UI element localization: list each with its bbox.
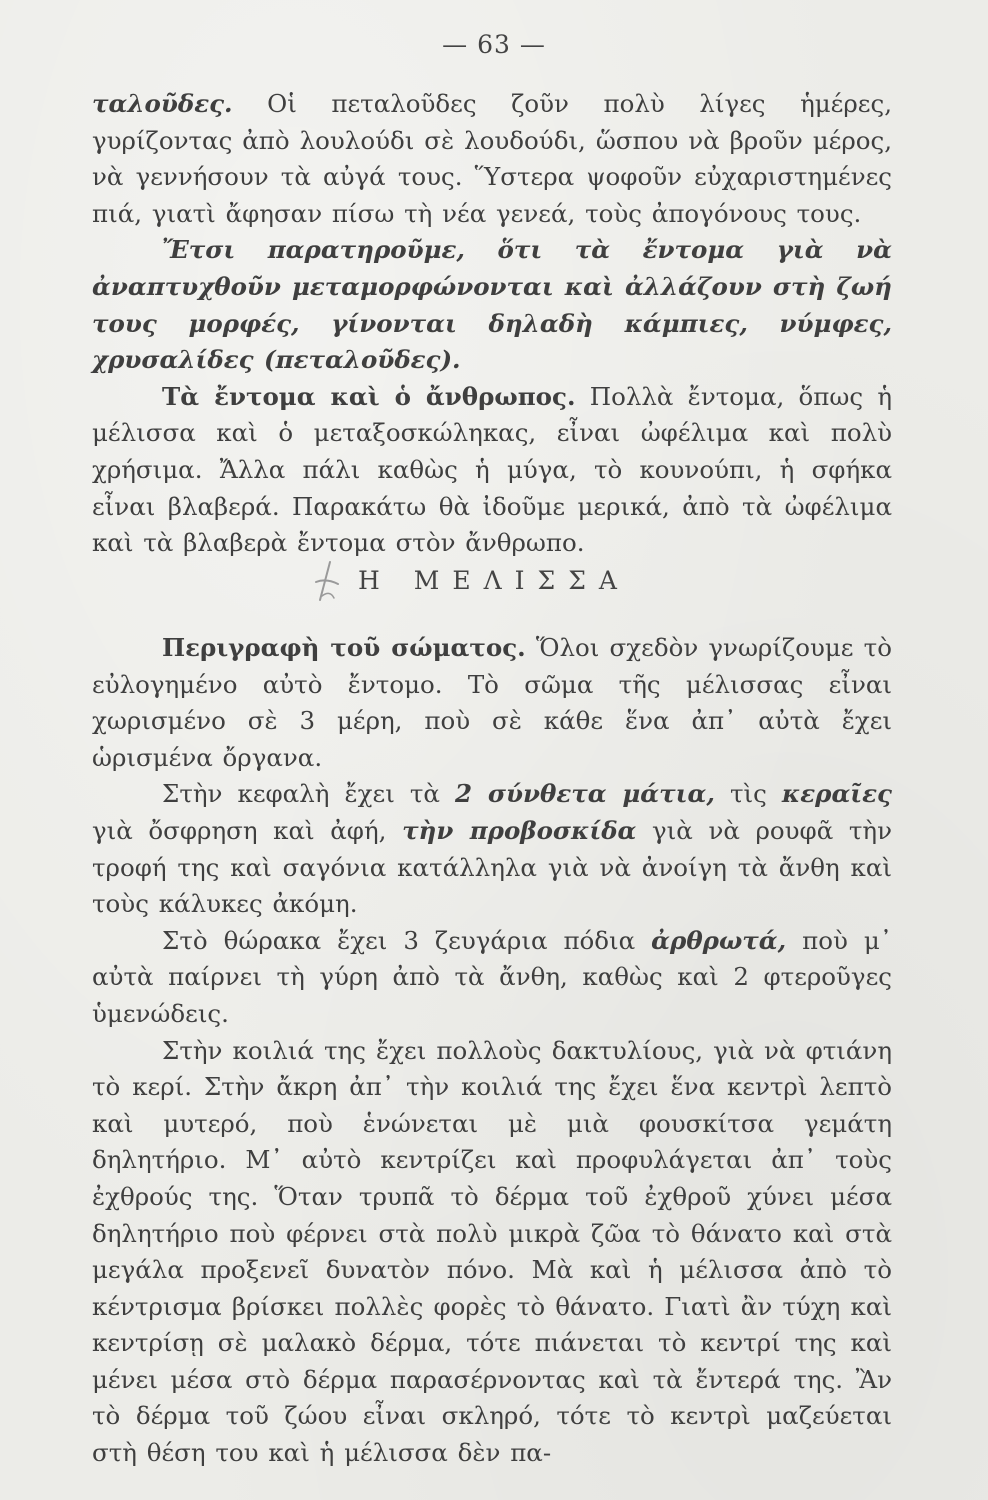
insects-and-man-paragraph	[92, 379, 892, 562]
page-number: — 63 —	[442, 30, 546, 59]
intro-text	[92, 86, 892, 562]
intro-emphasis: Ἔτσι παρατηροῦμε, ὅτι τὰ ἔντομα γιὰ νὰ ἀναπτυχθοῦν μεταμορφώνονται καὶ ἀλλάζουν στὴ ζωή τους μορφές, γίνονται δηλαδὴ κάμπιες, νύμφες, χρυσαλίδες (πεταλοῦδες).	[92, 235, 892, 375]
body-text-3c: ποὺ μ᾿ αὐτὰ παίρνει τὴ γύρη ἀπὸ τὰ ἄνθη, καθὼς καὶ 2 φτεροῦγες ὑμενώδεις.	[92, 925, 892, 1028]
body-paragraph-3	[92, 923, 892, 1033]
body-text-2e: γιὰ ὄσφρηση καὶ ἀφή,	[92, 815, 403, 845]
body-text-3a: Στὸ θώρακα ἔχει 3 ζευγάρια πόδια	[162, 925, 652, 955]
body-text-2g: γιὰ νὰ ρουφᾶ τὴν τροφή της καὶ σαγόνια κατάλληλα γιὰ νὰ ἀνοίγη τὰ ἄνθη καὶ τοὺς κάλυκες ἀκόμη.	[92, 815, 893, 919]
body-paragraph-2	[92, 776, 892, 922]
body-text-1: Ὅλοι σχεδὸν γνωρίζουμε τὸ εὐλογημένο αὐτὸ ἔντομο. Τὸ σῶμα τῆς μέλισσας εἶναι χωρισμένο σὲ 3 μέρη, ποὺ σὲ κάθε ἕνα ἀπ᾿ αὐτὰ ἔχει ὡρισμένα ὄργανα.	[92, 633, 892, 772]
body-term-jointed: ἀρθρωτά,	[651, 925, 787, 955]
intro-lead: ταλοῦδες.	[92, 89, 233, 118]
body-subhead: Περιγραφὴ τοῦ σώματος.	[162, 633, 526, 662]
body-paragraph-1	[92, 630, 892, 776]
body-term-proboscis: τὴν προβοσκίδα	[402, 815, 637, 845]
body-paragraph-4: Στὴν κοιλιά της ἔχει πολλοὺς δακτυλίους, γιὰ νὰ φτιάνη τὸ κερί. Στὴν ἄκρη ἀπ᾿ τὴν κοιλιά της ἔχει ἕνα κεντρὶ λεπτὸ καὶ μυτερό, ποὺ ἑνώνεται μὲ μιὰ φουσκίτσα γεμάτη δηλητήριο. Μ᾿ αὐτὸ κεντρίζει καὶ προφυλάγεται ἀπ᾿ τοὺς ἐχθρούς της. Ὅταν τρυπᾶ τὸ δέρμα τοῦ ἐχθροῦ χύνει μέσα δηλητήριο ποὺ φέρνει στὰ πολὺ μικρὰ ζῶα τὸ θάνατο καὶ στὰ μεγάλα προξενεῖ δυνατὸν πόνο. Μὰ καὶ ἡ μέλισσα ἀπὸ τὸ κέντρισμα βρίσκει πολλὲς φορὲς τὸ θάνατο. Γιατὶ ἂν τύχη καὶ κεντρίσῃ σὲ μαλακὸ δέρμα, τότε πιάνεται τὸ κεντρί της καὶ μένει μέσα στὸ δέρμα παρασέρνοντας καὶ τὰ ἔντερά της. Ἂν τὸ δέρμα τοῦ ζώου εἶναι σκληρό, τότε τὸ κεντρὶ μαζεύεται στὴ θέση του καὶ ἡ μέλισσα δὲν πα-	[92, 1035, 892, 1468]
insects-and-man-subhead: Τὰ ἔντομα καὶ ὁ ἄνθρωπος.	[162, 381, 576, 411]
body-text-2c: τὶς	[714, 779, 782, 809]
section-title: Η ΜΕΛΙΣΣΑ	[358, 566, 630, 595]
intro-text-1: Οἱ πεταλοῦδες ζοῦν πολὺ λίγες ἡμέρες, γυρίζοντας ἀπὸ λουλούδι σὲ λουδούδι, ὥσπου νὰ βροῦν μέρος, νὰ γεννήσουν τὰ αὐγά τους. Ὕστερα ψοφοῦν εὐχαριστημένες πιά, γιατὶ ἄφησαν πίσω τὴ νέα γενεά, τοὺς ἀπογόνους τους.	[92, 89, 892, 228]
body-text-2a: Στὴν κεφαλὴ ἔχει τὰ	[162, 779, 456, 809]
insects-and-man-text: Πολλὰ ἔντομα, ὅπως ἡ μέλισσα καὶ ὁ μεταξοσκώληκας, εἶναι ὠφέλιμα καὶ πολὺ χρήσιμα. Ἄλλα πάλι καθὼς ἡ μύγα, τὸ κουνούπι, ἡ σφήκα εἶναι βλαβερά. Παρακάτω θὰ ἰδοῦμε μερικά, ἀπὸ τὰ ὠφέλιμα καὶ τὰ βλαβερὰ ἔντομα στὸν ἄνθρωπο.	[92, 381, 892, 558]
body-term-antennae: κεραῖες	[781, 779, 892, 809]
body-term-eyes: 2 σύνθετα μάτια,	[455, 779, 715, 809]
intro-paragraph	[92, 86, 892, 232]
bee-description	[92, 630, 892, 1472]
